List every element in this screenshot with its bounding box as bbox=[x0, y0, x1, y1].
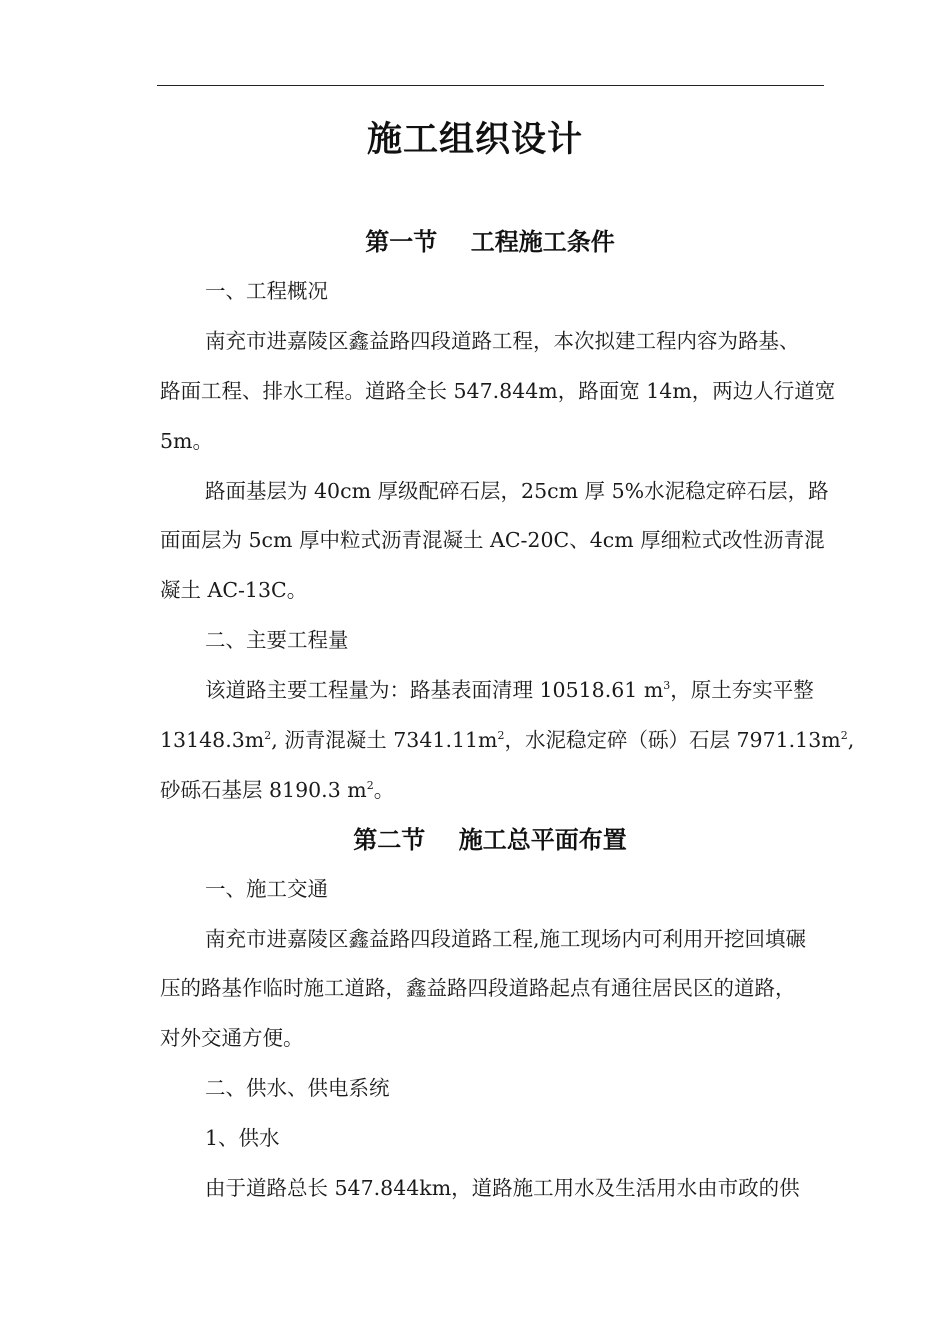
para-4-line-1: 南充市进嘉陵区鑫益路四段道路工程,施工现场内可利用开挖回填碾 bbox=[205, 927, 807, 951]
para-3-line-3 bbox=[160, 773, 394, 803]
para-5-line-1: 由于道路总长 547.844km，道路施工用水及生活用水由市政的供 bbox=[205, 1176, 800, 1200]
para-3-line-2 bbox=[160, 723, 854, 753]
para-2-line-3: 凝土 AC-13C。 bbox=[160, 578, 308, 602]
para-3-line-1-text: 该道路主要工程量为：路基表面清理 10518.61 m bbox=[205, 678, 664, 702]
para-1-line-3: 5m。 bbox=[160, 429, 213, 453]
para-2-line-2: 面面层为 5cm 厚中粒式沥青混凝土 AC-20C、4cm 厚细粒式改性沥青混 bbox=[160, 528, 825, 552]
para-3-line-2-d: , bbox=[847, 728, 855, 752]
superscript: 2 bbox=[497, 729, 505, 743]
list-item-1: 1、供水 bbox=[205, 1126, 280, 1150]
para-4-line-2: 压的路基作临时施工道路，鑫益路四段道路起点有通往居民区的道路， bbox=[160, 976, 796, 1000]
superscript: 2 bbox=[366, 779, 374, 793]
para-3-line-1-tail: ，原土夯实平整 bbox=[670, 678, 814, 702]
section-1-sub-1: 一、工程概况 bbox=[205, 279, 328, 303]
para-3-line-2-b: , 沥青混凝土 7341.11m bbox=[271, 728, 498, 752]
para-3-line-3-b: 。 bbox=[373, 778, 395, 802]
para-3-line-3-a: 砂砾石基层 8190.3 m bbox=[160, 778, 367, 802]
header-rule bbox=[157, 85, 824, 86]
para-1-line-2: 路面工程、排水工程。道路全长 547.844m，路面宽 14m，两边人行道宽 bbox=[160, 379, 836, 403]
page-title: 施工组织设计 bbox=[366, 119, 583, 160]
para-1-line-1: 南充市进嘉陵区鑫益路四段道路工程，本次拟建工程内容为路基、 bbox=[205, 329, 800, 353]
para-3-line-2-a: 13148.3m bbox=[160, 728, 265, 752]
section-2-heading: 第二节 施工总平面布置 bbox=[353, 825, 627, 854]
section-1-heading: 第一节 工程施工条件 bbox=[365, 227, 615, 256]
superscript: 3 bbox=[663, 679, 671, 693]
section-1-sub-2: 二、主要工程量 bbox=[205, 628, 349, 652]
section-2-sub-2: 二、供水、供电系统 bbox=[205, 1076, 390, 1100]
superscript: 2 bbox=[840, 729, 848, 743]
para-2-line-1: 路面基层为 40cm 厚级配碎石层，25cm 厚 5%水泥稳定碎石层，路 bbox=[205, 479, 829, 503]
para-3-line-2-c: ，水泥稳定碎（砾）石层 7971.13m bbox=[504, 728, 841, 752]
superscript: 2 bbox=[264, 729, 272, 743]
para-4-line-3: 对外交通方便。 bbox=[160, 1026, 304, 1050]
para-3-line-1 bbox=[205, 673, 814, 703]
section-2-sub-1: 一、施工交通 bbox=[205, 877, 328, 901]
